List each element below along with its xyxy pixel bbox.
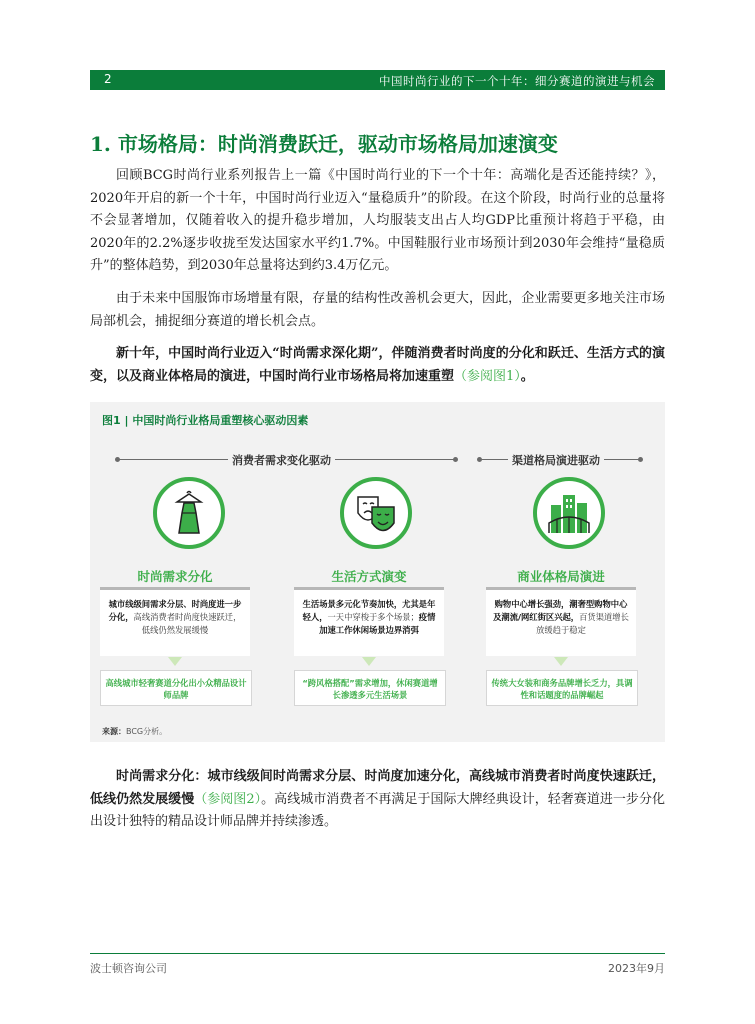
paragraph-1: 回顾BCG时尚行业系列报告上一篇《中国时尚行业的下一个十年：高端化是否还能持续？》，2020年开启的新一个十年，中国时尚行业迈入“量稳质升”的阶段。在这个阶段，时尚行业的总量将不会显著增加，仅随着收入的提升稳步增加，人均服装支出占人均GDP比重预计将趋于平稳，由2020年的2.2%逐步收拢至发达国家水平约1.7%。中国鞋服行业市场预计到2030年会维持“量稳质升”的整体趋势，到2030年总量将达到约3.4万亿元。: [90, 168, 665, 273]
card-commercial-text: 百货渠道增长放缓趋于稳定: [536, 612, 629, 635]
result-box-lifestyle: [294, 670, 446, 706]
column-title-commercial: 商业体格局演进: [517, 569, 605, 584]
group-label-consumer: 消费者需求变化驱动: [228, 452, 335, 468]
group-label-channel: 渠道格局演进驱动: [508, 452, 604, 468]
paragraph-2: 由于未来中国服饰市场增量有限，存量的结构性改善机会更大，因此，企业需要更多地关注市场局部机会，捕捉细分赛道的增长机会点。: [90, 291, 665, 329]
card-fashion-text: 高线消费者时尚度快速跃迁，低线仍然发展缓慢: [133, 612, 242, 635]
footer-divider: [90, 953, 665, 954]
result-commercial: 传统大女装和商务品牌增长乏力，具调性和话题度的品牌崛起: [491, 678, 633, 700]
card-lifestyle-text: 一天中穿梭于多个场景；: [327, 612, 419, 622]
figure-reference-link[interactable]: （参阅图1）: [454, 368, 521, 384]
figure-title: 图1 | 中国时尚行业格局重塑核心驱动因素: [102, 414, 309, 427]
figure-source: [102, 726, 167, 737]
card-fashion: [100, 587, 250, 656]
theater-masks-icon: [340, 477, 412, 549]
paragraph-4: [90, 766, 665, 834]
column-title-fashion: 时尚需求分化: [137, 569, 213, 584]
card-lifestyle-bold-2: 疫情加速工作休闲场景边界消弭: [319, 612, 436, 635]
paragraph-4-bold: 时尚需求分化：城市线级间时尚需求分层、时尚度加速分化，高线城市消费者时尚度快速跃迁，低线仍然发展缓慢: [90, 769, 665, 807]
divider-dot: [453, 457, 458, 462]
page-number: 2: [104, 72, 112, 86]
source-text: BCG分析。: [126, 727, 168, 736]
header-bar: [90, 70, 665, 90]
down-arrow-icon: [554, 657, 568, 666]
footer-date: 2023年9月: [608, 962, 665, 975]
result-fashion: 高线城市轻奢赛道分化出小众精品设计师品牌: [105, 678, 247, 700]
card-lifestyle-bold: 生活场景多元化节奏加快，尤其是年轻人，: [302, 599, 436, 622]
figure-1: [90, 402, 665, 742]
paragraph-3-text: 新十年，中国时尚行业迈入“时尚需求深化期”，伴随消费者时尚度的分化和跃迁、生活方式的演变，以及商业体格局的演进，中国时尚行业市场格局将加速重塑: [90, 346, 665, 384]
result-box-commercial: [486, 670, 638, 706]
down-arrow-icon: [362, 657, 376, 666]
card-fashion-bold: 城市线级间需求分层、时尚度进一步分化，: [108, 599, 242, 622]
paragraph-4-text: 。高线城市消费者不再满足于国际大牌经典设计，轻奢赛道进一步分化出设计独特的精品设计师品牌并持续渗透。: [90, 791, 665, 829]
column-title-lifestyle: 生活方式演变: [331, 569, 407, 584]
card-commercial: [486, 587, 636, 656]
down-arrow-icon: [168, 657, 182, 666]
card-commercial-bold: 购物中心增长强劲，潮奢型购物中心及潮流/网红街区兴起，: [493, 599, 628, 622]
footer-publisher: 波士顿咨询公司: [90, 962, 167, 975]
result-lifestyle: “跨风格搭配”需求增加，休闲赛道增长渗透多元生活场景: [302, 678, 438, 700]
section-title: 1. 市场格局：时尚消费跃迁，驱动市场格局加速演变: [90, 132, 558, 156]
result-box-fashion: [100, 670, 252, 706]
divider-dot: [638, 457, 643, 462]
figure-2-reference-link[interactable]: （参阅图2）: [194, 791, 262, 807]
source-label: 来源：: [102, 727, 126, 736]
buildings-icon: [533, 477, 605, 549]
dress-icon: [153, 477, 225, 549]
running-title: 中国时尚行业的下一个十年：细分赛道的演进与机会: [379, 74, 655, 88]
paragraph-3: [90, 343, 665, 388]
paragraph-3-end: 。: [520, 368, 534, 384]
card-lifestyle: [294, 587, 444, 656]
